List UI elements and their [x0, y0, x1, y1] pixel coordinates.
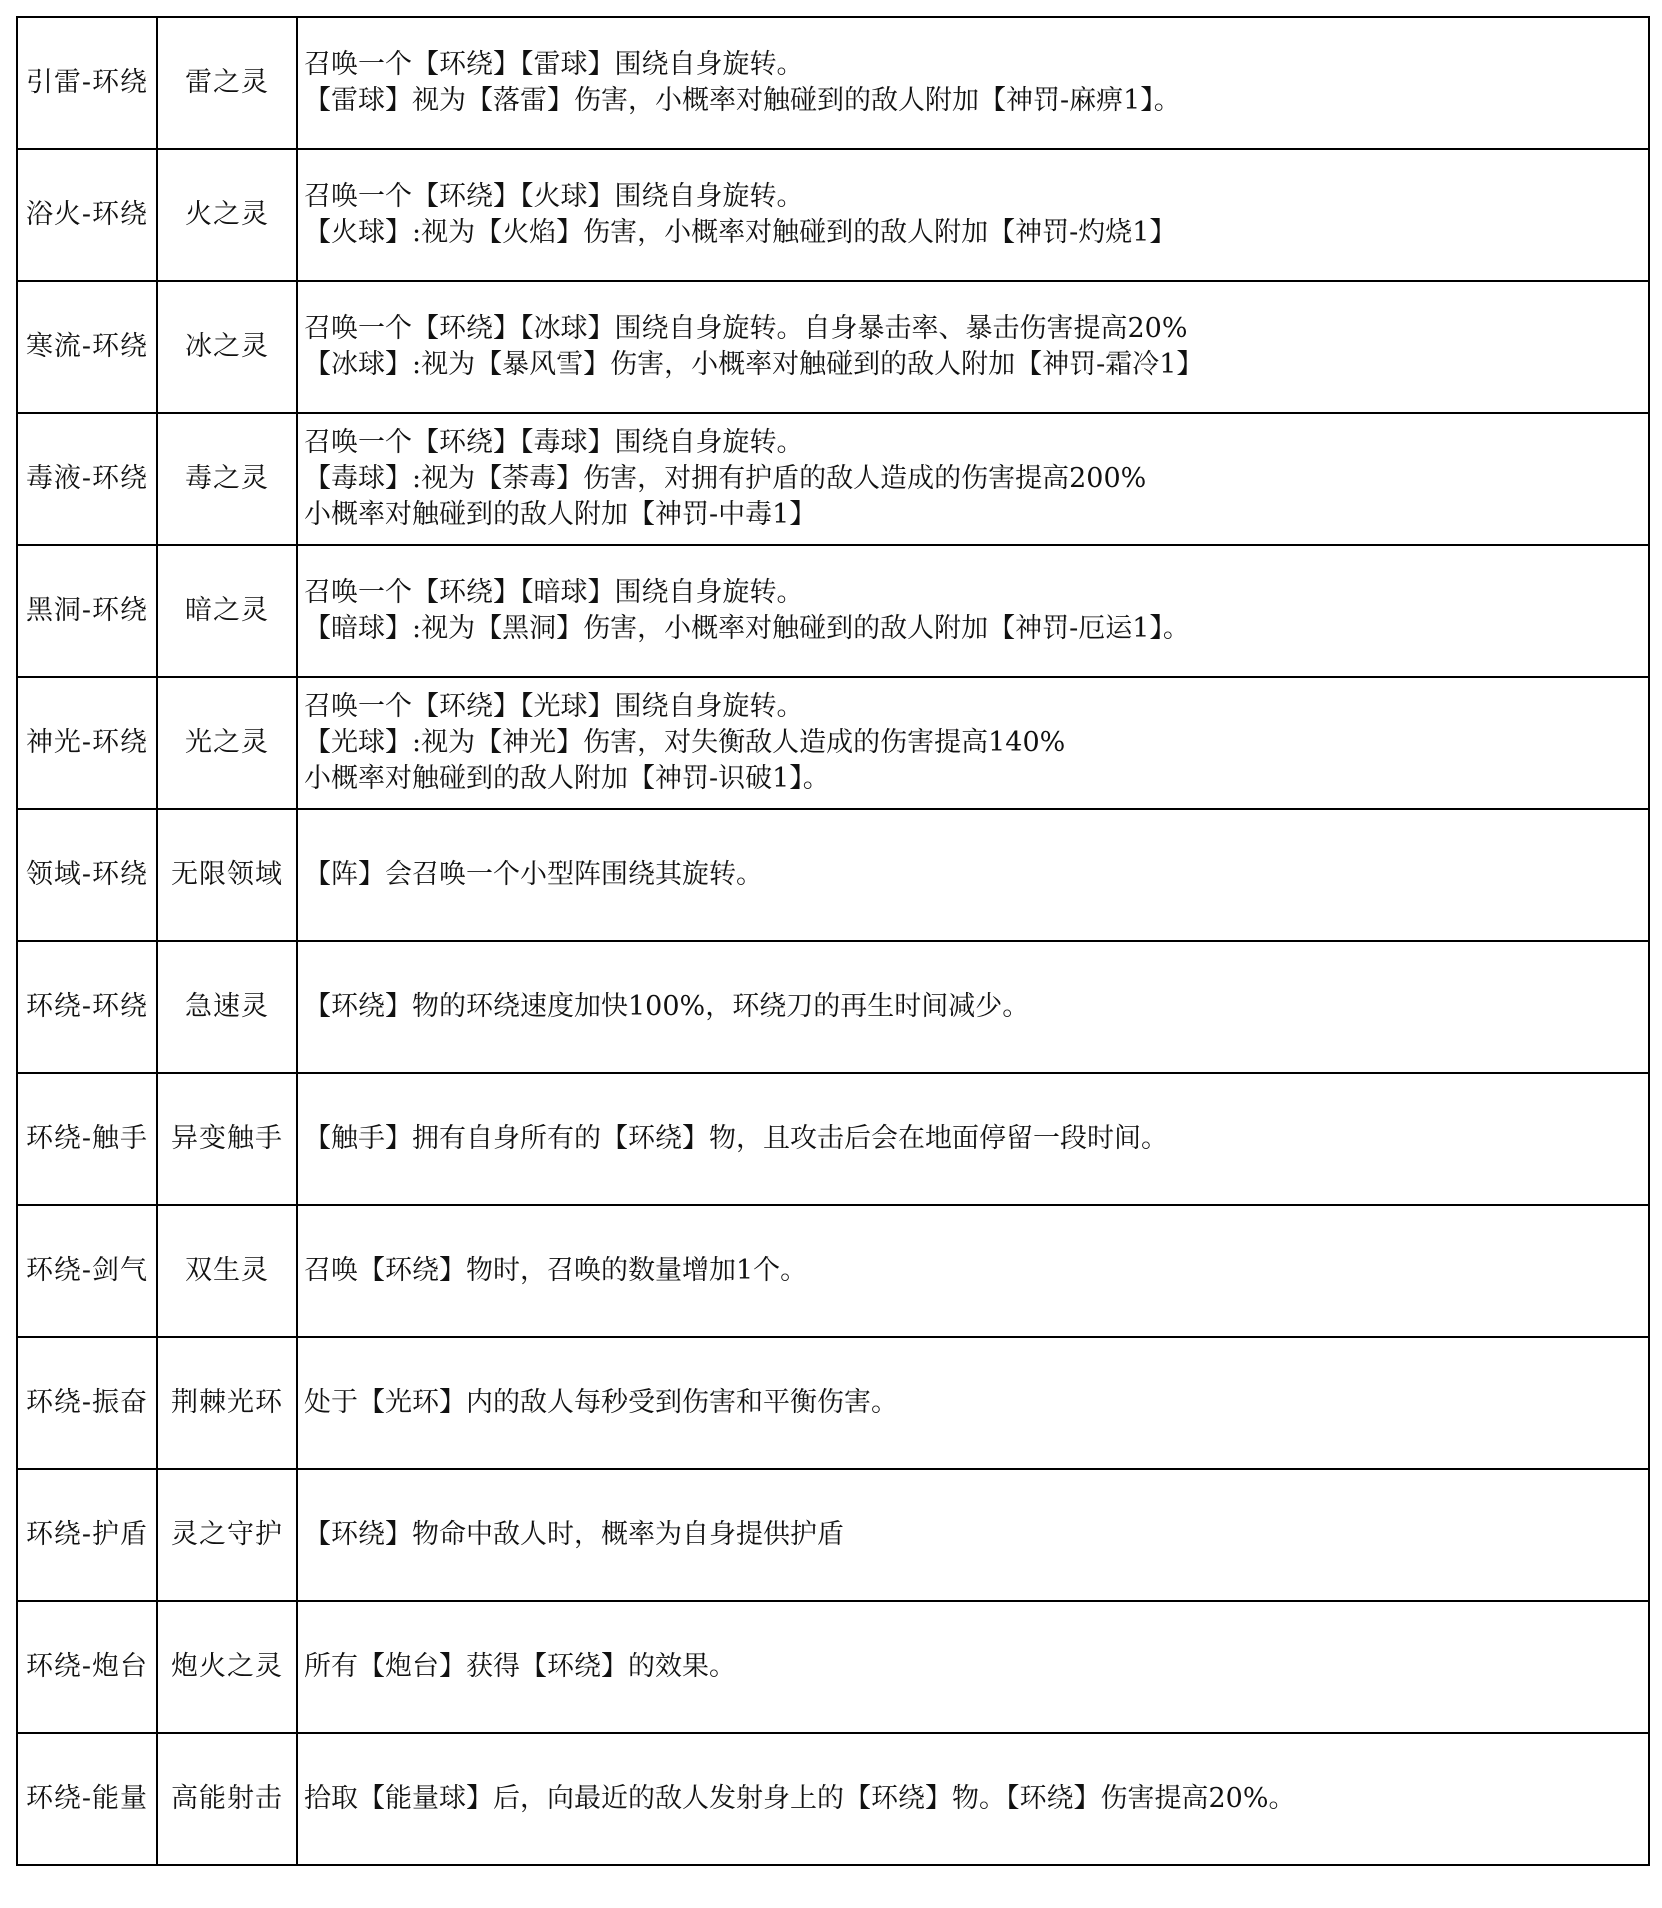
skill-name-cell: 双生灵	[157, 1205, 297, 1337]
combo-cell: 环绕-能量	[17, 1733, 157, 1865]
description-line: 处于【光环】内的敌人每秒受到伤害和平衡伤害。	[304, 1387, 898, 1418]
combo-cell: 环绕-环绕	[17, 941, 157, 1073]
table-row	[17, 677, 1649, 809]
table-row	[17, 1733, 1649, 1865]
description-line: 【火球】:视为【火焰】伤害，小概率对触碰到的敌人附加【神罚-灼烧1】	[304, 217, 1177, 248]
combo-cell: 环绕-振奋	[17, 1337, 157, 1469]
table-row	[17, 1337, 1649, 1469]
description-line: 召唤一个【环绕】【暗球】围绕自身旋转。	[304, 577, 804, 608]
description-cell	[297, 149, 1649, 281]
skill-name-cell: 雷之灵	[157, 17, 297, 149]
combo-cell: 神光-环绕	[17, 677, 157, 809]
table-row	[17, 545, 1649, 677]
table-row	[17, 1601, 1649, 1733]
description-cell	[297, 545, 1649, 677]
description-line: 召唤一个【环绕】【冰球】围绕自身旋转。自身暴击率、暴击伤害提高20%	[304, 313, 1188, 344]
skill-name-cell: 光之灵	[157, 677, 297, 809]
description-cell	[297, 1073, 1649, 1205]
description-line: 【光球】:视为【神光】伤害，对失衡敌人造成的伤害提高140%	[304, 727, 1066, 758]
table-row	[17, 149, 1649, 281]
skill-name-cell: 炮火之灵	[157, 1601, 297, 1733]
description-line: 小概率对触碰到的敌人附加【神罚-中毒1】	[304, 499, 817, 530]
description-line: 召唤一个【环绕】【毒球】围绕自身旋转。	[304, 427, 804, 458]
combo-cell: 寒流-环绕	[17, 281, 157, 413]
skill-name-cell: 暗之灵	[157, 545, 297, 677]
skill-name-cell: 急速灵	[157, 941, 297, 1073]
description-cell	[297, 1733, 1649, 1865]
description-line: 小概率对触碰到的敌人附加【神罚-识破1】。	[304, 763, 830, 794]
skill-name-cell: 荆棘光环	[157, 1337, 297, 1469]
description-cell	[297, 941, 1649, 1073]
table-row	[17, 809, 1649, 941]
table-row	[17, 17, 1649, 149]
description-cell	[297, 281, 1649, 413]
combo-cell: 浴火-环绕	[17, 149, 157, 281]
description-cell	[297, 1601, 1649, 1733]
table-body	[17, 17, 1649, 1865]
table-row	[17, 1469, 1649, 1601]
skill-name-cell: 灵之守护	[157, 1469, 297, 1601]
skill-name-cell: 毒之灵	[157, 413, 297, 545]
skill-combo-table	[16, 16, 1650, 1866]
description-line: 召唤一个【环绕】【雷球】围绕自身旋转。	[304, 49, 804, 80]
combo-cell: 毒液-环绕	[17, 413, 157, 545]
description-line: 【毒球】:视为【荼毒】伤害，对拥有护盾的敌人造成的伤害提高200%	[304, 463, 1147, 494]
description-cell	[297, 413, 1649, 545]
combo-cell: 引雷-环绕	[17, 17, 157, 149]
description-cell	[297, 1205, 1649, 1337]
combo-cell: 环绕-炮台	[17, 1601, 157, 1733]
description-line: 【阵】会召唤一个小型阵围绕其旋转。	[304, 859, 763, 890]
table-row	[17, 281, 1649, 413]
description-line: 召唤【环绕】物时，召唤的数量增加1个。	[304, 1255, 808, 1286]
description-line: 【雷球】视为【落雷】伤害，小概率对触碰到的敌人附加【神罚-麻痹1】。	[304, 85, 1181, 116]
description-line: 召唤一个【环绕】【光球】围绕自身旋转。	[304, 691, 804, 722]
combo-cell: 环绕-触手	[17, 1073, 157, 1205]
skill-name-cell: 火之灵	[157, 149, 297, 281]
table-row	[17, 1205, 1649, 1337]
combo-cell: 环绕-剑气	[17, 1205, 157, 1337]
description-line: 【冰球】:视为【暴风雪】伤害，小概率对触碰到的敌人附加【神罚-霜冷1】	[304, 349, 1204, 380]
description-line: 拾取【能量球】后，向最近的敌人发射身上的【环绕】物。【环绕】伤害提高20%。	[304, 1783, 1296, 1814]
combo-cell: 环绕-护盾	[17, 1469, 157, 1601]
description-cell	[297, 809, 1649, 941]
description-line: 【触手】拥有自身所有的【环绕】物，且攻击后会在地面停留一段时间。	[304, 1123, 1168, 1154]
skill-name-cell: 异变触手	[157, 1073, 297, 1205]
description-cell	[297, 17, 1649, 149]
description-line: 【暗球】:视为【黑洞】伤害，小概率对触碰到的敌人附加【神罚-厄运1】。	[304, 613, 1190, 644]
table-row	[17, 1073, 1649, 1205]
description-line: 【环绕】物的环绕速度加快100%，环绕刀的再生时间减少。	[304, 991, 1030, 1022]
description-cell	[297, 677, 1649, 809]
combo-cell: 黑洞-环绕	[17, 545, 157, 677]
skill-name-cell: 无限领域	[157, 809, 297, 941]
table-row	[17, 941, 1649, 1073]
table-row	[17, 413, 1649, 545]
skill-name-cell: 冰之灵	[157, 281, 297, 413]
description-line: 【环绕】物命中敌人时，概率为自身提供护盾	[304, 1519, 844, 1550]
description-line: 所有【炮台】获得【环绕】的效果。	[304, 1651, 736, 1682]
skill-name-cell: 高能射击	[157, 1733, 297, 1865]
description-line: 召唤一个【环绕】【火球】围绕自身旋转。	[304, 181, 804, 212]
description-cell	[297, 1469, 1649, 1601]
combo-cell: 领域-环绕	[17, 809, 157, 941]
description-cell	[297, 1337, 1649, 1469]
